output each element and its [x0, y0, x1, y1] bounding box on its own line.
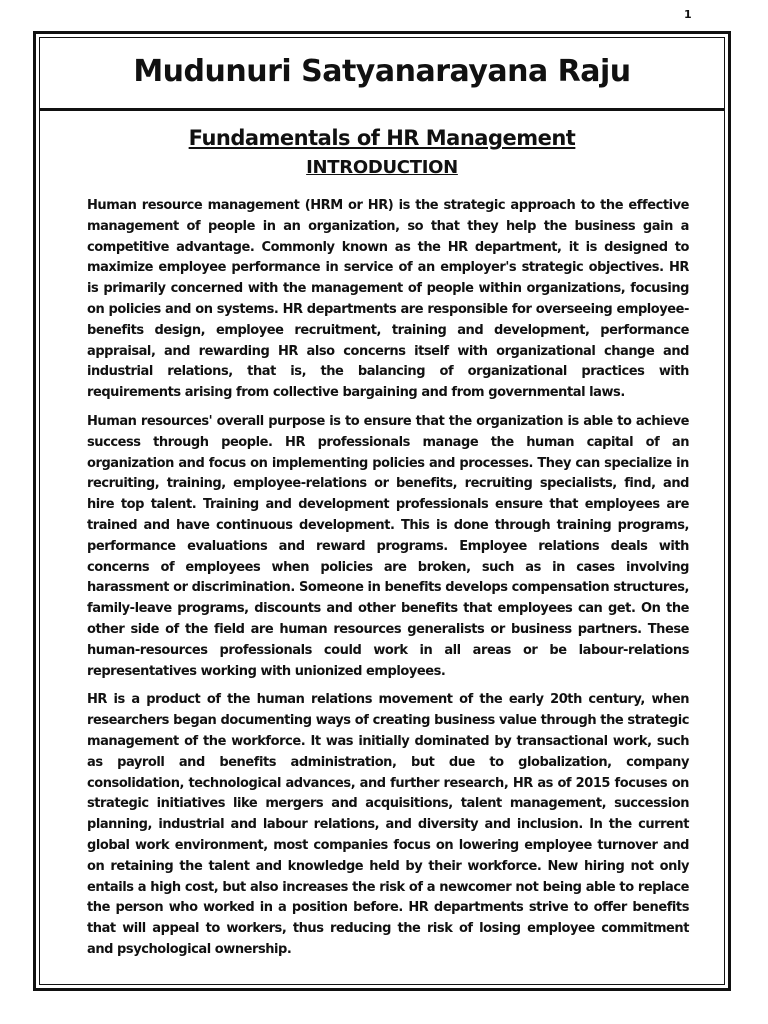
page-border-inner — [39, 37, 725, 985]
paragraph-1: Human resource management (HRM or HR) is the strategic approach to the effective management of people in an organization, so that they help the business gain a competitive advantage. Commonly known as the HR department, it is designed to maximize employee performance in service of an employer's strategic objectives. HR is primarily concerned with the management of people within organizations, focusing on policies and on systems. HR departments are responsible for overseeing employee-benefits design, employee recruitment, training and development, performance appraisal, and rewarding HR also concerns itself with organizational change and industrial relations, that is, the balancing of organizational practices with requirements arising from collective bargaining and from governmental laws. — [87, 198, 689, 401]
author-header-band — [40, 38, 724, 111]
paragraph-3: HR is a product of the human relations movement of the early 20th century, when researchers began documenting ways of creating business value through the strategic management of the workforce. It was initially dominated by transactional work, such as payroll and benefits administration, but due to globalization, company consolidation, technological advances, and further research, HR as of 2015 focuses on strategic initiatives like mergers and acquisitions, talent management, succession planning, industrial and labour relations, and diversity and inclusion. In the current global work environment, most companies focus on lowering employee turnover and on retaining the talent and knowledge held by their workforce. New hiring not only entails a high cost, but also increases the risk of a newcomer not being able to replace the person who worked in a position before. HR departments strive to offer benefits that will appeal to workers, thus reducing the risk of losing employee commitment and psychological ownership. — [87, 692, 689, 957]
author-name: Mudunuri Satyanarayana Raju — [133, 54, 631, 89]
body-text — [87, 196, 689, 969]
section-heading: INTRODUCTION — [306, 157, 458, 178]
page-number: 1 — [684, 8, 692, 21]
page-border-frame — [33, 31, 731, 991]
document-title: Fundamentals of HR Management — [188, 126, 576, 150]
paragraph-2: Human resources' overall purpose is to ensure that the organization is able to achieve success through people. HR professionals manage the human capital of an organization and focus on implementing policies and processes. They can specialize in recruiting, training, employee-relations or benefits, recruiting specialists, find, and hire top talent. Training and development professionals ensure that employees are trained and have continuous development. This is done through training programs, performance evaluations and reward programs. Employee relations deals with concerns of employees when policies are broken, such as in cases involving harassment or discrimination. Someone in benefits develops compensation structures, family-leave programs, discounts and other benefits that employees can get. On the other side of the field are human resources generalists or business partners. These human-resources professionals could work in all areas or be labour-relations representatives working with unionized employees. — [87, 413, 689, 679]
